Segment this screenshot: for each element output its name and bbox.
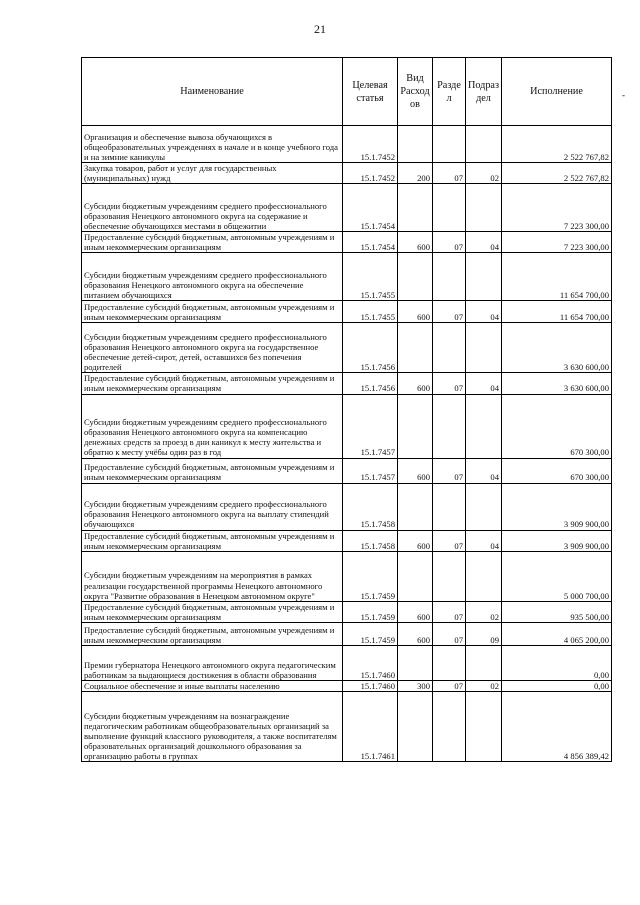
cell-execution: 7 223 300,00 xyxy=(502,232,612,253)
cell-target-article: 15.1.7460 xyxy=(343,680,398,691)
cell-execution: 3 630 600,00 xyxy=(502,323,612,373)
cell-name: Субсидии бюджетным учреждениям среднего профессионального образования Ненецкого автономного округа на компенсацию денежных средств за проезд в дни каникул к месту жительства и обратно к месту учёбы один раз в год xyxy=(82,394,343,458)
cell-subsection xyxy=(466,253,502,301)
cell-name: Предоставление субсидий бюджетным, автономным учреждениям и иным некоммерческим организациям xyxy=(82,601,343,622)
page-number: 21 xyxy=(314,22,326,36)
cell-target-article: 15.1.7458 xyxy=(343,483,398,530)
cell-execution: 4 065 200,00 xyxy=(502,622,612,645)
cell-name: Предоставление субсидий бюджетным, автономным учреждениям и иным некоммерческим организациям xyxy=(82,530,343,551)
cell-execution: 3 909 900,00 xyxy=(502,530,612,551)
cell-name: Предоставление субсидий бюджетным, автономным учреждениям и иным некоммерческим организациям xyxy=(82,458,343,483)
cell-target-article: 15.1.7456 xyxy=(343,373,398,394)
cell-expense-kind: 200 xyxy=(398,163,433,184)
cell-subsection: 02 xyxy=(466,163,502,184)
cell-target-article: 15.1.7461 xyxy=(343,692,398,762)
cell-target-article: 15.1.7455 xyxy=(343,301,398,323)
table-row xyxy=(82,530,612,551)
cell-execution: 2 522 767,82 xyxy=(502,126,612,163)
cell-target-article: 15.1.7456 xyxy=(343,323,398,373)
cell-section xyxy=(433,126,466,163)
cell-target-article: 15.1.7459 xyxy=(343,601,398,622)
table-row xyxy=(82,232,612,253)
cell-subsection: 04 xyxy=(466,301,502,323)
cell-subsection: 04 xyxy=(466,458,502,483)
cell-execution: 7 223 300,00 xyxy=(502,184,612,232)
cell-subsection: 04 xyxy=(466,232,502,253)
cell-target-article: 15.1.7455 xyxy=(343,253,398,301)
cell-name: Предоставление субсидий бюджетным, автономным учреждениям и иным некоммерческим организациям xyxy=(82,301,343,323)
header-section: Разде л xyxy=(433,58,466,126)
cell-subsection: 02 xyxy=(466,601,502,622)
cell-expense-kind: 600 xyxy=(398,373,433,394)
cell-target-article: 15.1.7452 xyxy=(343,163,398,184)
cell-name: Субсидии бюджетным учреждениям среднего профессионального образования Ненецкого автономного округа на обеспечение питанием обучающихся xyxy=(82,253,343,301)
cell-subsection xyxy=(466,551,502,601)
cell-name: Предоставление субсидий бюджетным, автономным учреждениям и иным некоммерческим организациям xyxy=(82,622,343,645)
margin-mark: - xyxy=(622,90,625,100)
cell-execution: 670 300,00 xyxy=(502,458,612,483)
cell-section xyxy=(433,184,466,232)
cell-section: 07 xyxy=(433,373,466,394)
cell-expense-kind: 600 xyxy=(398,458,433,483)
cell-target-article: 15.1.7460 xyxy=(343,645,398,680)
cell-expense-kind: 600 xyxy=(398,530,433,551)
cell-execution: 11 654 700,00 xyxy=(502,301,612,323)
budget-table xyxy=(81,57,612,762)
cell-target-article: 15.1.7459 xyxy=(343,551,398,601)
table-row xyxy=(82,458,612,483)
table-row xyxy=(82,184,612,232)
cell-subsection: 09 xyxy=(466,622,502,645)
cell-section xyxy=(433,551,466,601)
table-row xyxy=(82,253,612,301)
cell-name: Субсидии бюджетным учреждениям среднего профессионального образования Ненецкого автономного округа на содержание и обеспечение обучающихся местами в общежитии xyxy=(82,184,343,232)
cell-target-article: 15.1.7452 xyxy=(343,126,398,163)
table-row xyxy=(82,163,612,184)
cell-section xyxy=(433,483,466,530)
cell-subsection xyxy=(466,394,502,458)
table-row xyxy=(82,373,612,394)
cell-section xyxy=(433,253,466,301)
table-row xyxy=(82,394,612,458)
cell-target-article: 15.1.7457 xyxy=(343,394,398,458)
cell-subsection xyxy=(466,323,502,373)
cell-name: Организация и обеспечение вывоза обучающихся в общеобразовательных учреждениях в начале и в конце учебного года и на зимние каникулы xyxy=(82,126,343,163)
cell-subsection xyxy=(466,184,502,232)
cell-execution: 2 522 767,82 xyxy=(502,163,612,184)
cell-target-article: 15.1.7458 xyxy=(343,530,398,551)
cell-subsection: 04 xyxy=(466,530,502,551)
cell-name: Предоставление субсидий бюджетным, автономным учреждениям и иным некоммерческим организациям xyxy=(82,232,343,253)
cell-name: Субсидии бюджетным учреждениям на вознаграждение педагогическим работникам общеобразовательных организаций за выполнение функций классного руководителя, а также воспитателям образовательных организаций дошкольного образования за организацию работы в группах xyxy=(82,692,343,762)
header-expense-kind: Вид Расход ов xyxy=(398,58,433,126)
cell-execution: 4 856 389,42 xyxy=(502,692,612,762)
cell-name: Субсидии бюджетным учреждениям на мероприятия в рамках реализации государственной программы Ненецкого автономного округа "Развитие образования в Ненецком автономном округе" xyxy=(82,551,343,601)
cell-section: 07 xyxy=(433,301,466,323)
table-body xyxy=(82,126,612,762)
cell-expense-kind: 300 xyxy=(398,680,433,691)
cell-name: Закупка товаров, работ и услуг для государственных (муниципальных) нужд xyxy=(82,163,343,184)
cell-subsection xyxy=(466,126,502,163)
table-row xyxy=(82,551,612,601)
cell-subsection xyxy=(466,645,502,680)
cell-expense-kind xyxy=(398,551,433,601)
cell-expense-kind: 600 xyxy=(398,601,433,622)
cell-expense-kind: 600 xyxy=(398,301,433,323)
header-target-article: Целевая статья xyxy=(343,58,398,126)
cell-target-article: 15.1.7454 xyxy=(343,184,398,232)
cell-execution: 670 300,00 xyxy=(502,394,612,458)
cell-subsection: 02 xyxy=(466,680,502,691)
cell-execution: 935 500,00 xyxy=(502,601,612,622)
cell-execution: 11 654 700,00 xyxy=(502,253,612,301)
cell-expense-kind xyxy=(398,645,433,680)
cell-subsection xyxy=(466,692,502,762)
cell-execution: 0,00 xyxy=(502,680,612,691)
cell-section: 07 xyxy=(433,232,466,253)
header-subsection: Подраз дел xyxy=(466,58,502,126)
cell-expense-kind: 600 xyxy=(398,622,433,645)
cell-name: Субсидии бюджетным учреждениям среднего профессионального образования Ненецкого автономного округа на выплату стипендий обучающихся xyxy=(82,483,343,530)
header-execution: Исполнение xyxy=(502,58,612,126)
table-header-row xyxy=(82,58,612,126)
cell-section: 07 xyxy=(433,622,466,645)
table-row xyxy=(82,645,612,680)
cell-execution: 5 000 700,00 xyxy=(502,551,612,601)
cell-target-article: 15.1.7459 xyxy=(343,622,398,645)
table-row xyxy=(82,692,612,762)
cell-section: 07 xyxy=(433,163,466,184)
cell-subsection xyxy=(466,483,502,530)
table-row xyxy=(82,622,612,645)
cell-execution: 3 630 600,00 xyxy=(502,373,612,394)
cell-expense-kind xyxy=(398,184,433,232)
cell-execution: 0,00 xyxy=(502,645,612,680)
cell-expense-kind: 600 xyxy=(398,232,433,253)
cell-expense-kind xyxy=(398,253,433,301)
cell-name: Субсидии бюджетным учреждениям среднего профессионального образования Ненецкого автономного округа на государственное обеспечение детей-сирот, детей, оставшихся без попечения родителей xyxy=(82,323,343,373)
cell-expense-kind xyxy=(398,394,433,458)
header-name: Наименование xyxy=(82,58,343,126)
cell-expense-kind xyxy=(398,483,433,530)
table-row xyxy=(82,301,612,323)
table-row xyxy=(82,126,612,163)
cell-section xyxy=(433,394,466,458)
cell-section xyxy=(433,323,466,373)
cell-expense-kind xyxy=(398,323,433,373)
cell-section: 07 xyxy=(433,601,466,622)
cell-section: 07 xyxy=(433,680,466,691)
cell-name: Предоставление субсидий бюджетным, автономным учреждениям и иным некоммерческим организациям xyxy=(82,373,343,394)
cell-name: Социальное обеспечение и иные выплаты населению xyxy=(82,680,343,691)
table-row xyxy=(82,323,612,373)
cell-section: 07 xyxy=(433,458,466,483)
cell-section: 07 xyxy=(433,530,466,551)
table-row xyxy=(82,680,612,691)
cell-target-article: 15.1.7457 xyxy=(343,458,398,483)
table-row xyxy=(82,483,612,530)
cell-name: Премии губернатора Ненецкого автономного округа педагогическим работникам за выдающиеся достижения в области образования xyxy=(82,645,343,680)
cell-expense-kind xyxy=(398,126,433,163)
cell-section xyxy=(433,692,466,762)
cell-section xyxy=(433,645,466,680)
table-row xyxy=(82,601,612,622)
cell-subsection: 04 xyxy=(466,373,502,394)
cell-execution: 3 909 900,00 xyxy=(502,483,612,530)
cell-target-article: 15.1.7454 xyxy=(343,232,398,253)
cell-expense-kind xyxy=(398,692,433,762)
